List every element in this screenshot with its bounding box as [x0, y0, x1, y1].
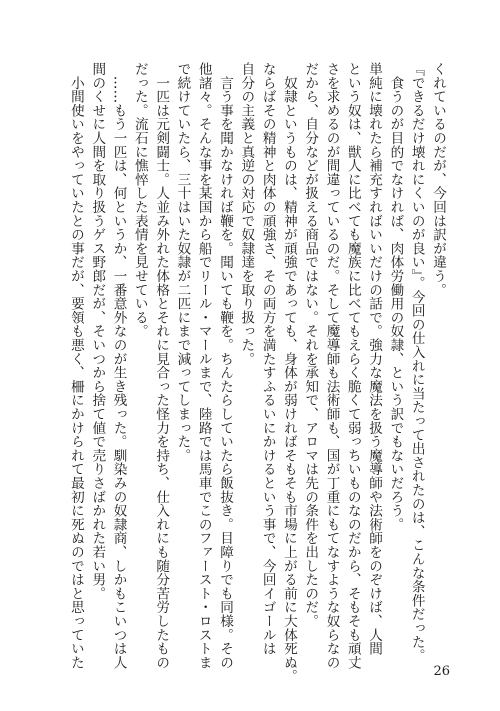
- text-line: ならばその精神と肉体の頑強さ、その両方を満たすふるいにかけるという事で、今回イゴールは: [259, 62, 276, 656]
- text-line: だった。流石に憔悴した表情を見せている。: [131, 62, 148, 338]
- text-line: 『できるだけ壊れにくいのが良い』。今回の仕入れに当たって出されたのは、こんな条件だった。: [408, 62, 425, 663]
- text-line: 間のくせに人間を取り扱うゲス野郎だが、そいつから捨て値で売りさばかれた若い男。: [89, 62, 106, 601]
- text-line: 一匹は元剣闘士。人並み外れた体格とそれに見合った怪力を持ち、仕入れにも随分苦労したもの: [153, 62, 170, 670]
- text-line: 言う事を聞かなければ鞭を。聞いても鞭を。ちんたらしていたら飯抜き。目障りでも同様。その: [217, 62, 234, 670]
- text-line: 奴隷というものは、精神が頑強であっても、身体が弱ければそもそも市場に上がる前に大体死ぬ。: [280, 62, 297, 683]
- text-line: 自分の主義と真逆の対応で奴隷達を取り扱った。: [238, 62, 255, 366]
- text-line: で続けていたら、三十はいた奴隷が二匹にまで減ってしまった。: [174, 62, 191, 463]
- text-line: ……もう一匹は、何というか、一番意外なのが生き残った。馴染みの奴隷商、しかもこいつは人: [110, 62, 127, 670]
- text-line: 他諸々。そんな事を某国から船でリール・マールまで、陸路では馬車でこのファースト・ロストま: [195, 62, 212, 670]
- text-line: くれているのだが、今回は訳が違う。: [430, 62, 446, 297]
- text-line: さを求めるのが間違っているのだ。そして魔導師も法術師も、国が丁重にもてなすような奴らなの: [323, 62, 340, 670]
- text-line: 単純に壊れたら補充すればいいだけの話で。強力な魔法を扱う魔導師や法術師をのぞけば、人間: [366, 62, 383, 656]
- text-line: だから、自分などが扱える商品ではない。それを承知で、アロマは先の条件を出したのだ。: [302, 62, 319, 628]
- text-line: 小間使いをやっていたとの事だが、要領も悪く、柵にかけられて最初に死ぬのではと思っていた: [67, 62, 84, 670]
- text-line: という奴は、獣人に比べても魔族に比べてもえらく脆くて弱っちいものなのだから、そもそも頑丈: [344, 62, 361, 670]
- text-line: 食うのが目的でなければ、肉体労働用の奴隷、という訳でもないだろう。: [387, 62, 404, 532]
- page-number: 26: [433, 664, 450, 679]
